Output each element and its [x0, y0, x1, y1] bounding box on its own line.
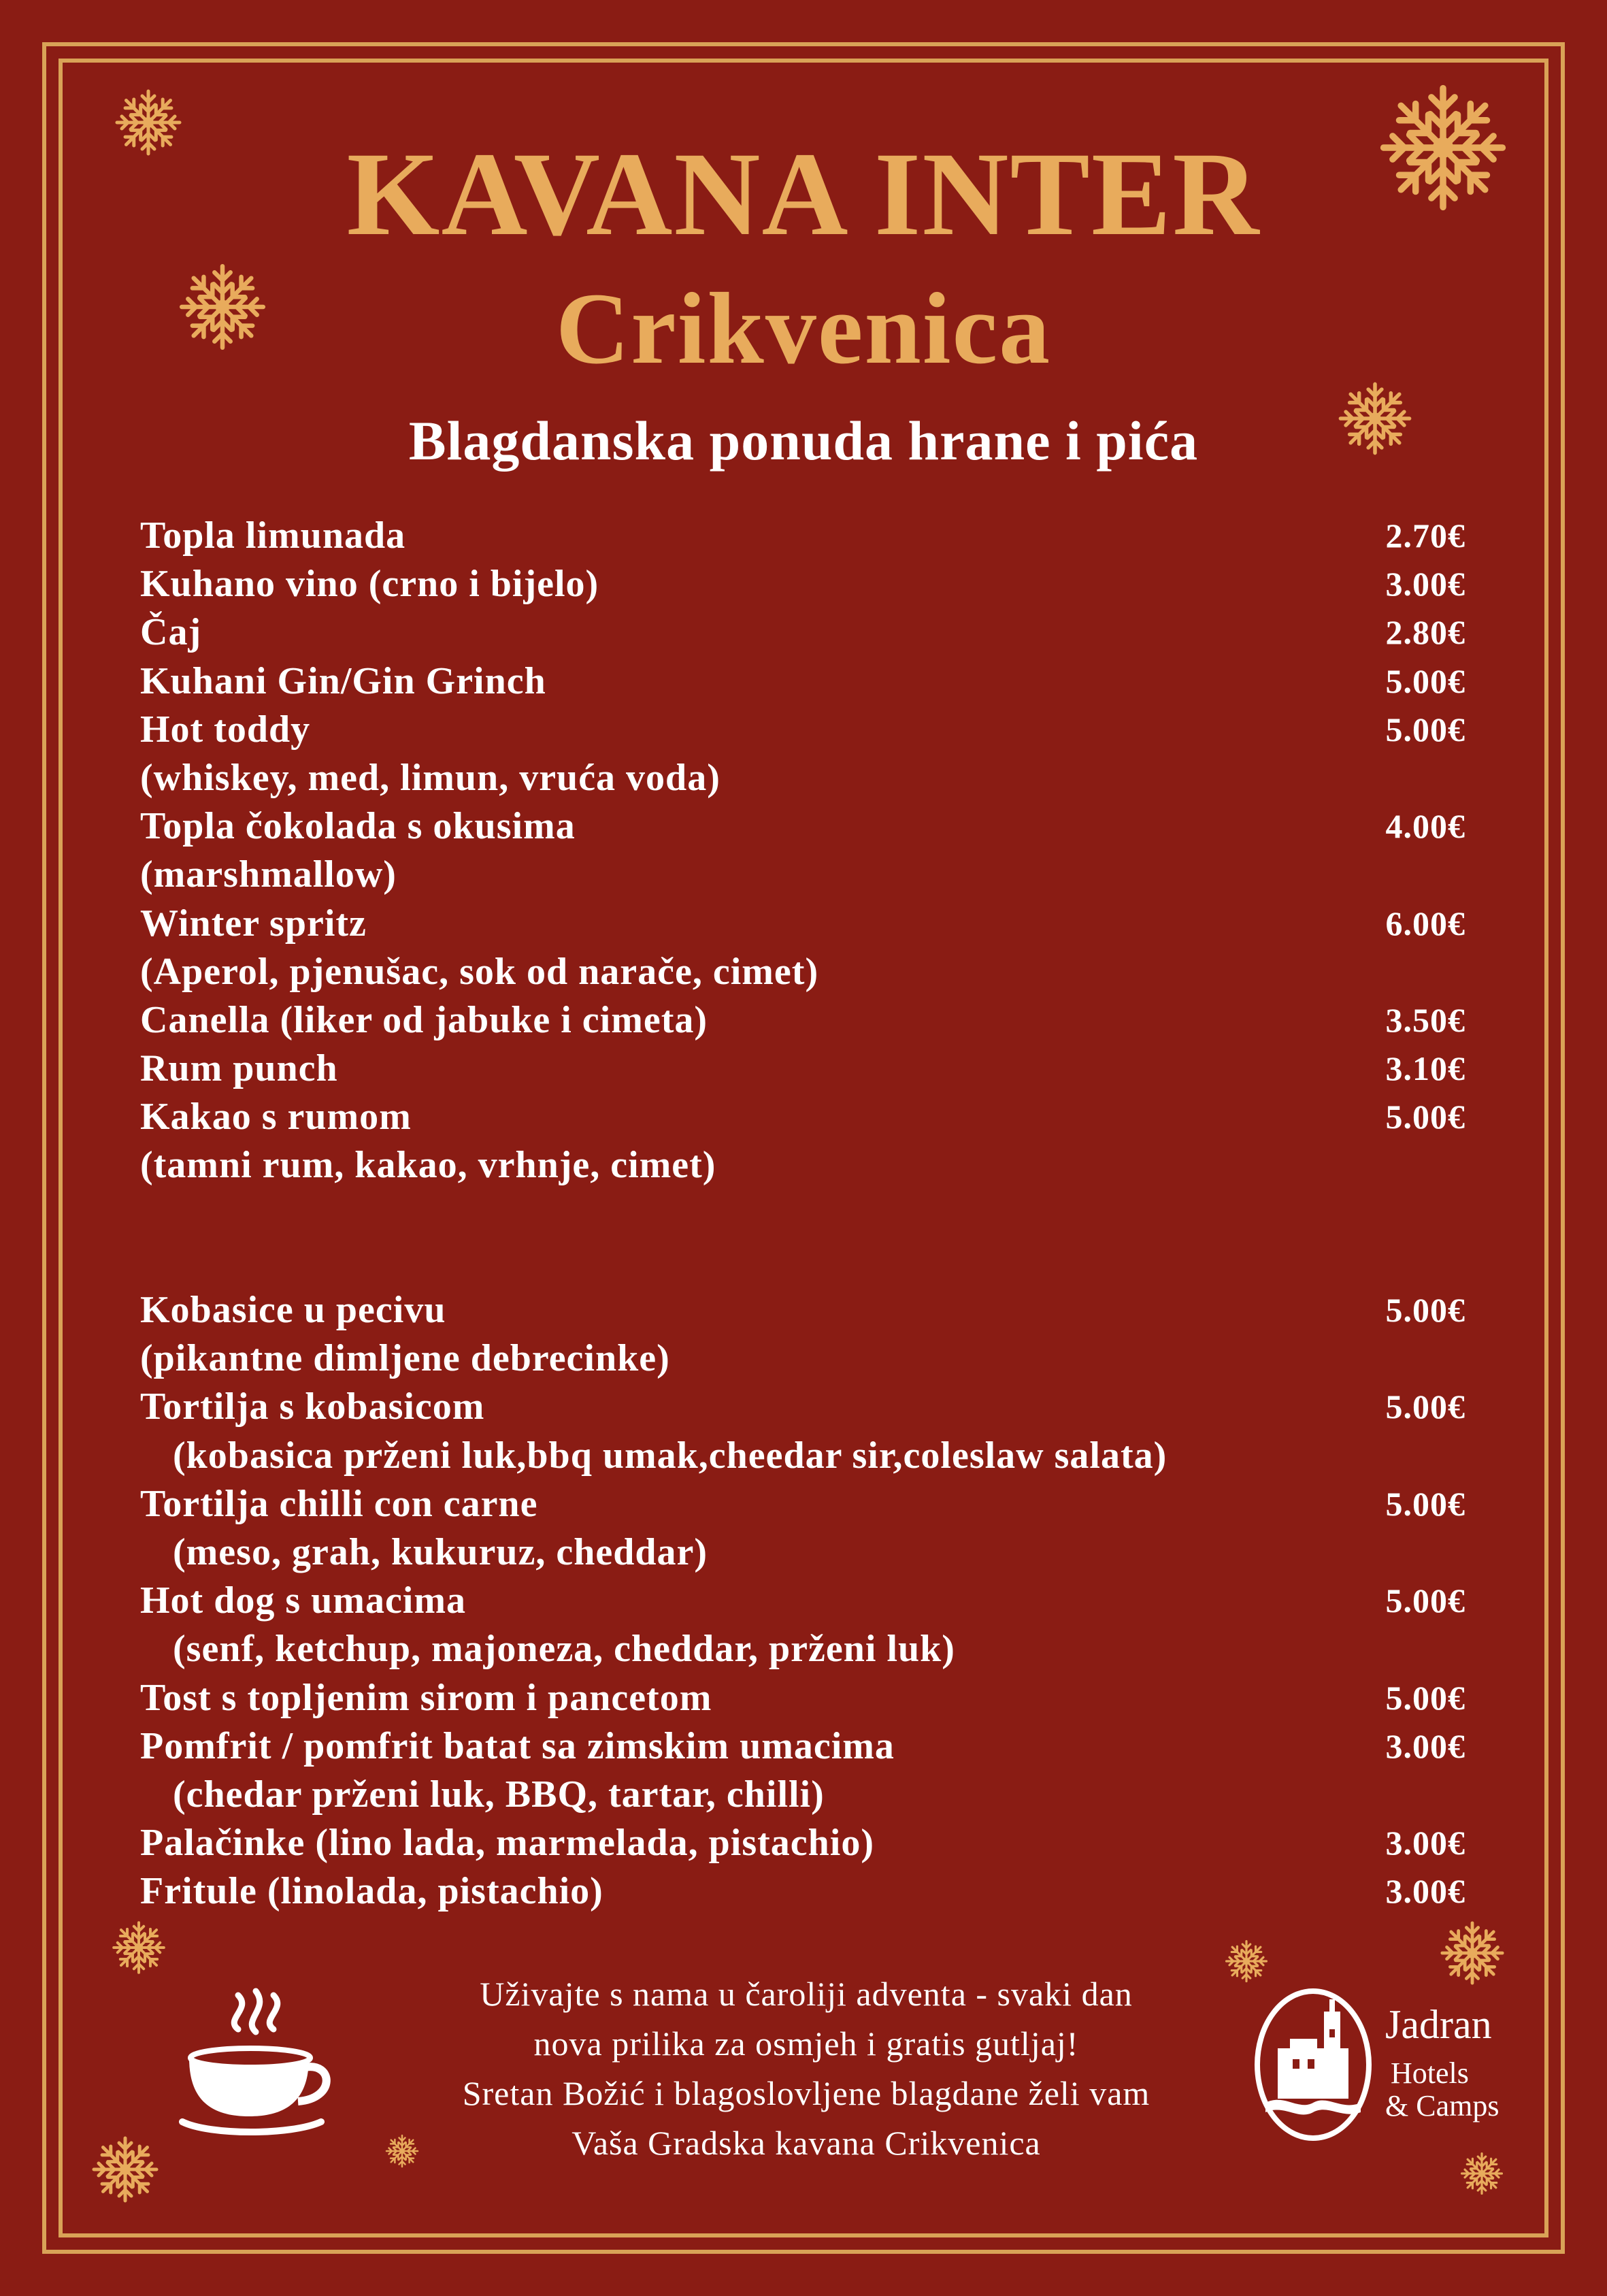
footer-line: Sretan Božić i blagoslovljene blagdane želi vam [462, 2074, 1150, 2112]
menu-item [140, 948, 1478, 996]
menu-item [140, 1771, 1478, 1819]
page-title: KAVANA INTER [346, 128, 1261, 261]
item-name: Hot dog s umacima [140, 1579, 466, 1622]
item-price: 5.00€ [1385, 1678, 1465, 1717]
menu-item [140, 560, 1478, 608]
item-name: Hot toddy [140, 708, 311, 751]
menu-item [140, 1528, 1478, 1577]
menu-item [140, 1577, 1478, 1625]
item-name: (chedar prženi luk, BBQ, tartar, chilli) [173, 1773, 825, 1816]
item-price: 2.80€ [1385, 613, 1465, 652]
menu-item [140, 1141, 1478, 1190]
item-price: 5.00€ [1385, 1291, 1465, 1329]
item-price: 3.00€ [1385, 1824, 1465, 1863]
item-name: Canella (liker od jabuke i cimeta) [140, 998, 708, 1041]
item-name: (whiskey, med, limun, vruća voda) [140, 756, 720, 799]
menu-item [140, 996, 1478, 1045]
menu-item [140, 1674, 1478, 1722]
item-name: Tost s topljenim sirom i pancetom [140, 1676, 712, 1719]
item-price: 3.10€ [1385, 1049, 1465, 1088]
snowflake-icon [112, 1920, 166, 1975]
item-name: (kobasica prženi luk,bbq umak,cheedar sir,coleslaw salata) [173, 1434, 1167, 1477]
footer-line: Vaša Gradska kavana Crikvenica [571, 2124, 1041, 2162]
item-price: 5.00€ [1385, 661, 1465, 700]
menu-item [140, 1722, 1478, 1771]
menu-item [140, 706, 1478, 754]
menu-item [140, 1093, 1478, 1141]
item-price: 3.00€ [1385, 565, 1465, 604]
food-menu [140, 1286, 1478, 1916]
item-name: Tortilja chilli con carne [140, 1482, 538, 1525]
item-price: 5.00€ [1385, 1484, 1465, 1523]
item-price: 5.00€ [1385, 1098, 1465, 1136]
menu-item [140, 1625, 1478, 1673]
item-name: (Aperol, pjenušac, sok od narače, cimet) [140, 950, 819, 993]
menu-item [140, 657, 1478, 706]
menu-item [140, 608, 1478, 657]
page-tagline: Blagdanska ponuda hrane i pića [408, 410, 1199, 472]
item-name: (marshmallow) [140, 853, 397, 896]
menu-item [140, 512, 1478, 560]
item-name: Fritule (linolada, pistachio) [140, 1870, 603, 1913]
item-name: Kuhani Gin/Gin Grinch [140, 659, 546, 702]
item-price: 2.70€ [1385, 516, 1465, 555]
item-price: 3.50€ [1385, 1000, 1465, 1039]
menu-item [140, 1867, 1478, 1916]
snowflake-icon [1460, 2152, 1504, 2195]
item-name: Kobasice u pecivu [140, 1289, 446, 1331]
item-name: Čaj [140, 611, 202, 654]
snowflake-icon [1440, 1920, 1505, 1986]
item-price: 3.00€ [1385, 1872, 1465, 1911]
item-name: (tamni rum, kakao, vrhnje, cimet) [140, 1144, 716, 1187]
item-price: 5.00€ [1385, 1388, 1465, 1426]
item-name: Kuhano vino (crno i bijelo) [140, 563, 599, 606]
snowflake-icon [91, 2135, 159, 2203]
coffee-cup-icon [176, 1982, 339, 2138]
menu-item [140, 1334, 1478, 1383]
footer-line: nova prilika za osmjeh i gratis gutljaj! [533, 2024, 1079, 2063]
menu-item [140, 1045, 1478, 1093]
item-name: Kakao s rumom [140, 1096, 412, 1138]
menu-item [140, 802, 1478, 851]
item-name: Pomfrit / pomfrit batat sa zimskim umacima [140, 1724, 895, 1767]
item-price: 4.00€ [1385, 807, 1465, 846]
page-subtitle: Crikvenica [555, 272, 1052, 385]
item-name: Topla limunada [140, 514, 406, 557]
item-name: Winter spritz [140, 902, 367, 945]
menu-item [140, 1819, 1478, 1867]
drinks-menu [140, 512, 1478, 1190]
item-name: Palačinke (lino lada, marmelada, pistachio) [140, 1822, 874, 1865]
menu-item [140, 900, 1478, 948]
item-name: Topla čokolada s okusima [140, 805, 576, 848]
menu-item [140, 1480, 1478, 1528]
item-price: 5.00€ [1385, 710, 1465, 749]
logo-name: Jadran [1385, 2002, 1492, 2047]
item-name: (senf, ketchup, majoneza, cheddar, prženi luk) [173, 1628, 955, 1671]
footer-message [367, 1969, 1245, 2168]
menu-item [140, 1383, 1478, 1431]
menu-item [140, 1432, 1478, 1480]
menu-item [140, 754, 1478, 802]
footer-line: Uživajte s nama u čaroliji adventa - svaki dan [480, 1975, 1133, 2013]
logo-subtitle: & Camps [1385, 2089, 1500, 2122]
item-price: 3.00€ [1385, 1726, 1465, 1765]
menu-item [140, 1286, 1478, 1334]
logo-subtitle: Hotels [1391, 2056, 1469, 2090]
menu-item [140, 851, 1478, 899]
item-price: 6.00€ [1385, 904, 1465, 942]
item-price: 5.00€ [1385, 1581, 1465, 1620]
item-name: (meso, grah, kukuruz, cheddar) [173, 1530, 708, 1573]
item-name: Tortilja s kobasicom [140, 1385, 485, 1428]
item-name: Rum punch [140, 1047, 338, 1090]
item-name: (pikantne dimljene debrecinke) [140, 1337, 670, 1380]
